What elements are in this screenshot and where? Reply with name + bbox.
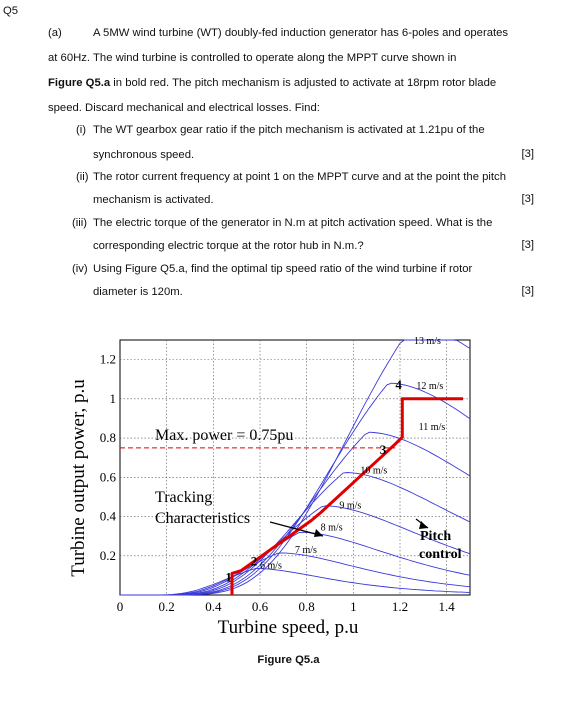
item-iv-marks: [3] <box>521 285 534 297</box>
intro-line-3-rest: in bold red. The pitch mechanism is adjusted to activate at 18rpm rotor blade <box>110 77 497 89</box>
plot-frame <box>120 340 470 595</box>
intro-line-1: A 5MW wind turbine (WT) doubly-fed induction generator has 6-poles and operates <box>93 27 509 39</box>
wind-speed-label: 10 m/s <box>360 465 388 477</box>
part-label: (a) <box>48 27 62 39</box>
x-tick-label: 1 <box>350 599 357 614</box>
item-iv-line1: Using Figure Q5.a, find the optimal tip speed ratio of the wind turbine if rotor <box>93 263 473 275</box>
power-curve-13ms <box>120 340 470 595</box>
wind-speed-label: 8 m/s <box>320 522 343 534</box>
max-power-annotation: Max. power = 0.75pu <box>155 427 294 444</box>
wind-speed-label: 12 m/s <box>416 381 444 393</box>
power-curve-7ms <box>120 553 470 595</box>
point-label-1: 1 <box>225 569 232 585</box>
item-iv-num: (iv) <box>72 263 88 275</box>
item-ii-line1: The rotor current frequency at point 1 on the MPPT curve and at the point the pitch <box>93 171 506 183</box>
y-tick-label: 0.2 <box>99 547 116 563</box>
point-label-2: 2 <box>250 553 258 569</box>
y-tick-label: 1.2 <box>99 351 116 367</box>
power-curves <box>120 340 470 595</box>
x-tick-label: 0.2 <box>158 599 175 614</box>
y-tick-label: 0.4 <box>99 508 116 524</box>
item-iii-marks: [3] <box>521 239 534 251</box>
pitch-label-1: Pitch <box>420 529 452 544</box>
x-tick-label: 0.6 <box>251 599 269 614</box>
figure-ref: Figure Q5.a <box>48 77 111 89</box>
item-ii-marks: [3] <box>521 193 534 205</box>
intro-line-4: speed. Discard mechanical and electrical losses. Find: <box>48 102 320 114</box>
item-i-line2: synchronous speed. <box>93 149 195 161</box>
item-i-marks: [3] <box>521 148 534 160</box>
item-iv-line2: diameter is 120m. <box>93 286 183 298</box>
chart-grid <box>120 340 470 595</box>
item-ii-line2: mechanism is activated. <box>93 194 214 206</box>
wind-speed-label: 7 m/s <box>295 544 317 556</box>
x-tick-label: 1.4 <box>438 599 455 614</box>
y-tick-label: 1 <box>109 390 116 406</box>
item-i-num: (i) <box>76 124 87 136</box>
wind-speed-label: 6 m/s <box>260 560 282 572</box>
figure-caption: Figure Q5.a <box>257 654 320 666</box>
wind-speed-label: 9 m/s <box>339 500 362 512</box>
intro-line-2: at 60Hz. The wind turbine is controlled to operate along the MPPT curve shown in <box>48 52 457 64</box>
item-iii-line1: The electric torque of the generator in N.m at pitch activation speed. What is the <box>93 217 493 229</box>
item-iii-line2: corresponding electric torque at the rotor hub in N.m.? <box>93 240 364 252</box>
y-tick-label: 0.8 <box>99 430 116 446</box>
y-axis-title: Turbine output power, p.u <box>68 379 89 577</box>
item-i-line1: The WT gearbox gear ratio if the pitch mechanism is activated at 1.21pu of the <box>93 124 485 136</box>
tracking-label-2: Characteristics <box>155 510 251 527</box>
power-curve-8ms <box>120 532 470 595</box>
x-tick-label: 0.8 <box>298 599 315 614</box>
x-tick-label: 0 <box>116 599 124 614</box>
item-ii-num: (ii) <box>76 171 89 183</box>
point-label-4: 4 <box>395 377 402 392</box>
wind-speed-label: 11 m/s <box>418 422 446 434</box>
item-iii-num: (iii) <box>72 217 88 229</box>
tracking-label-1: Tracking <box>155 489 213 506</box>
x-tick-label: 0.4 <box>205 599 222 614</box>
wind-speed-label: 13 m/s <box>414 335 441 347</box>
y-tick-label: 0.6 <box>99 469 116 485</box>
x-tick-label: 1.2 <box>391 599 409 614</box>
point-label-3: 3 <box>379 441 387 457</box>
question-number: Q5 <box>3 5 19 17</box>
x-axis-title: Turbine speed, p.u <box>217 617 359 638</box>
pitch-label-2: control <box>419 547 462 562</box>
chart-labels <box>100 336 462 614</box>
power-curve-6ms <box>120 569 470 596</box>
